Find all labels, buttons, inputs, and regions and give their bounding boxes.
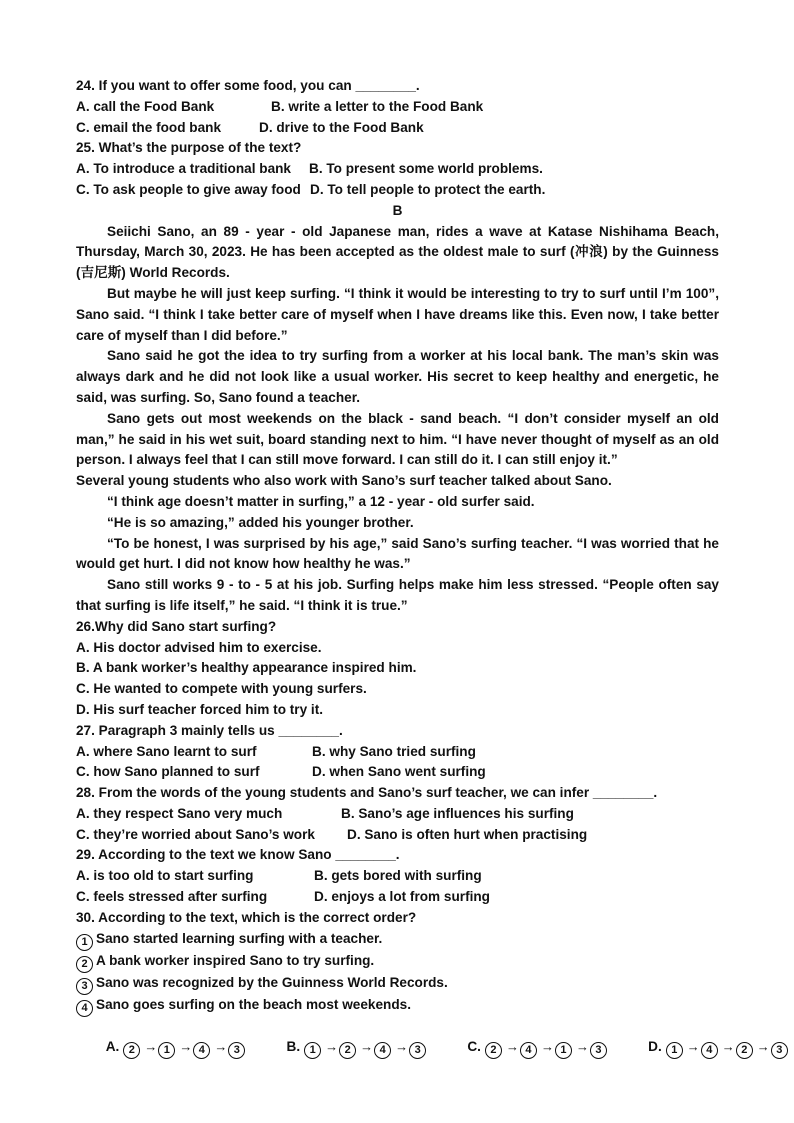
q28-option-a: A. they respect Sano very much <box>76 805 283 821</box>
circled-number: 3 <box>228 1042 245 1059</box>
passage-paragraph-5: Several young students who also work with Sano’s surf teacher talked about Sano. <box>76 473 612 489</box>
passage-paragraph-4: Sano gets out most weekends on the black - sand beach. “I don’t consider myself an old man,” he said in his wet suit, board standing next to him. “I have never thought of myself as an old person. I always feel that I can still move forward. I can still do it. I can still enjoy it.” <box>76 410 719 468</box>
q27-option-a: A. where Sano learnt to surf <box>76 743 257 759</box>
q25-options-row1 <box>76 159 719 180</box>
q29-option-d: D. enjoys a lot from surfing <box>314 889 490 905</box>
q30-options <box>76 1017 783 1081</box>
option-label: C. <box>467 1039 481 1055</box>
section-label: B <box>392 202 403 218</box>
q26-stem: 26.Why did Sano start surfing? <box>76 618 277 634</box>
q27-option-b: B. why Sano tried surfing <box>312 743 476 759</box>
q24-stem: 24. If you want to offer some food, you can ________. <box>76 78 420 93</box>
circled-number: 1 <box>304 1042 321 1059</box>
arrow-right-icon: → <box>214 1039 228 1055</box>
exam-content <box>76 76 783 1080</box>
q28-options-row1 <box>76 804 719 825</box>
passage-paragraph-3: Sano said he got the idea to try surfing from a worker at his local bank. The man’s skin was always dark and he did not look like a usual worker. His secret to keep healthy and energetic, he said, was surfing. So, Sano found a teacher. <box>76 348 719 405</box>
q25-option-b: B. To present some world problems. <box>309 161 543 177</box>
arrow-right-icon: → <box>395 1039 409 1055</box>
q28-options-row2 <box>76 825 719 846</box>
arrow-right-icon: → <box>721 1039 735 1055</box>
arrow-right-icon: → <box>325 1039 339 1055</box>
circled-number: 4 <box>193 1042 210 1059</box>
passage-paragraph-8: “To be honest, I was surprised by his age,” said Sano’s surfing teacher. “I was worried that he would get hurt. I did not know how healthy he was.” <box>76 535 719 572</box>
circled-number: 4 <box>701 1042 718 1059</box>
circled-number: 3 <box>771 1042 788 1059</box>
circled-number: 1 <box>666 1042 683 1059</box>
q25-option-c: C. To ask people to give away food <box>76 181 301 197</box>
circled-number: 2 <box>123 1042 140 1059</box>
q28-option-d: D. Sano is often hurt when practising <box>347 826 588 842</box>
q24-options-row1 <box>76 97 719 118</box>
circled-number: 2 <box>339 1042 356 1059</box>
q28-option-c: C. they’re worried about Sano’s work <box>76 826 315 842</box>
arrow-right-icon: → <box>756 1039 770 1055</box>
q29-option-a: A. is too old to start surfing <box>76 868 254 884</box>
q25-options-row2 <box>76 180 719 201</box>
circled-number: 1 <box>555 1042 572 1059</box>
q30-stem: 30. According to the text, which is the correct order? <box>76 909 417 925</box>
q29-options-row2 <box>76 887 719 908</box>
q25-option-d: D. To tell people to protect the earth. <box>310 181 546 197</box>
passage-paragraph-9: Sano still works 9 - to - 5 at his job. Surfing helps make him less stressed. “People often say that surfing is life itself,” he said. “I think it is true.” <box>76 577 719 613</box>
circled-number: 4 <box>520 1042 537 1059</box>
arrow-right-icon: → <box>505 1039 519 1055</box>
q27-stem: 27. Paragraph 3 mainly tells us ________. <box>76 722 343 738</box>
q30-option-c <box>437 1017 610 1081</box>
q29-option-b: B. gets bored with surfing <box>314 868 482 884</box>
circled-number: 1 <box>158 1042 175 1059</box>
q29-option-c: C. feels stressed after surfing <box>76 889 268 905</box>
q24-option-a: A. call the Food Bank <box>76 98 215 114</box>
q30-event-4 <box>76 995 719 1017</box>
circled-number: 3 <box>76 978 93 995</box>
q26-option-a: A. His doctor advised him to exercise. <box>76 639 322 655</box>
q30-event-2 <box>76 951 719 973</box>
q29-options-row1 <box>76 866 719 887</box>
q28-option-b: B. Sano’s age influences his surfing <box>341 805 574 821</box>
circled-number: 3 <box>590 1042 607 1059</box>
q26-option-b: B. A bank worker’s healthy appearance inspired him. <box>76 660 417 676</box>
circled-number: 4 <box>374 1042 391 1059</box>
option-label: A. <box>105 1039 120 1055</box>
circled-number: 2 <box>76 956 93 973</box>
q28-stem: 28. From the words of the young students and Sano’s surf teacher, we can infer ________. <box>76 785 658 801</box>
q26-option-d: D. His surf teacher forced him to try it. <box>76 701 324 717</box>
q30-event-text: Sano was recognized by the Guinness World Records. <box>96 974 448 990</box>
q30-event-1 <box>76 929 719 951</box>
option-label: B. <box>286 1039 301 1055</box>
circled-number: 4 <box>76 1000 93 1017</box>
passage-paragraph-6: “I think age doesn’t matter in surfing,” a 12 - year - old surfer said. <box>107 493 535 509</box>
q25-stem: 25. What’s the purpose of the text? <box>76 140 302 156</box>
arrow-right-icon: → <box>360 1039 374 1055</box>
circled-number: 1 <box>76 934 93 951</box>
circled-number: 3 <box>409 1042 426 1059</box>
circled-number: 2 <box>485 1042 502 1059</box>
q27-option-d: D. when Sano went surfing <box>312 764 486 780</box>
option-label: D. <box>648 1039 662 1055</box>
q27-options-row2 <box>76 762 719 783</box>
q25-option-a: A. To introduce a traditional bank <box>76 161 291 177</box>
q27-options-row1 <box>76 742 719 763</box>
arrow-right-icon: → <box>179 1039 193 1055</box>
arrow-right-icon: → <box>540 1039 554 1055</box>
q30-event-3 <box>76 973 719 995</box>
q30-option-d <box>618 1017 791 1081</box>
q24-option-c: C. email the food bank <box>76 119 222 135</box>
arrow-right-icon: → <box>686 1039 700 1055</box>
q24-option-b: B. write a letter to the Food Bank <box>271 98 484 114</box>
q30-option-b <box>256 1017 429 1081</box>
q24-option-d: D. drive to the Food Bank <box>259 119 424 135</box>
passage-paragraph-7: “He is so amazing,” added his younger brother. <box>107 514 414 530</box>
q27-option-c: C. how Sano planned to surf <box>76 764 260 780</box>
q24-options-row2 <box>76 118 719 139</box>
arrow-right-icon: → <box>144 1039 158 1055</box>
q30-event-text: Sano started learning surfing with a teacher. <box>96 930 383 946</box>
q26-option-c: C. He wanted to compete with young surfers. <box>76 681 367 697</box>
circled-number: 2 <box>736 1042 753 1059</box>
q29-stem: 29. According to the text we know Sano ________. <box>76 847 400 863</box>
q30-option-a <box>76 1017 248 1081</box>
q30-event-text: Sano goes surfing on the beach most weekends. <box>96 996 411 1012</box>
q30-event-text: A bank worker inspired Sano to try surfing. <box>96 952 375 968</box>
passage-paragraph-2: But maybe he will just keep surfing. “I think it would be interesting to try to surf until I’m 100”, Sano said. “I think I take better care of myself when I have dreams like this. Even now, I take better care of myself than I did before.” <box>76 285 719 343</box>
arrow-right-icon: → <box>575 1039 589 1055</box>
passage-paragraph-1: Seiichi Sano, an 89 - year - old Japanese man, rides a wave at Katase Nishihama Beach, Thursday, March 30, 2023. He has been accepted as the oldest male to surf (冲浪) by the Guinness (吉尼斯) World Records. <box>76 223 719 281</box>
